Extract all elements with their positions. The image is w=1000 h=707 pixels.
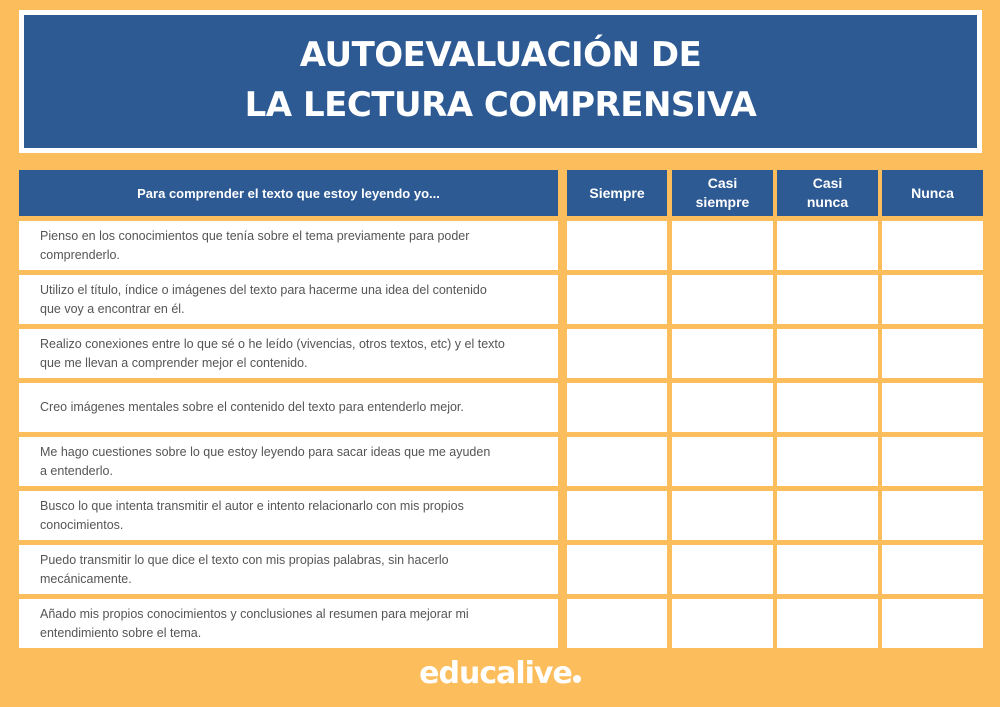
- answer-cell-nunca[interactable]: [882, 437, 983, 486]
- column-header-casi-siempre-line1: Casi: [707, 175, 738, 191]
- column-header-siempre-line1: Siempre: [589, 184, 645, 201]
- answer-cell-nunca[interactable]: [882, 275, 983, 324]
- question-line: conocimientos.: [40, 517, 124, 532]
- answer-cell-casi-nunca[interactable]: [777, 221, 878, 270]
- question-line: Puedo transmitir lo que dice el texto con mis propias palabras, sin hacerlo: [40, 552, 449, 567]
- answer-cell-nunca[interactable]: [882, 545, 983, 594]
- title-line-1: AUTOEVALUACIÓN DE: [299, 34, 702, 75]
- answer-cell-casi-siempre[interactable]: [672, 491, 773, 540]
- answer-cell-casi-siempre[interactable]: [672, 275, 773, 324]
- answer-cell-casi-nunca[interactable]: [777, 545, 878, 594]
- answer-cell-nunca[interactable]: [882, 491, 983, 540]
- question-line: Me hago cuestiones sobre lo que estoy leyendo para sacar ideas que me ayuden: [40, 444, 491, 459]
- logo-text: educalive: [419, 656, 572, 691]
- title-line-2: LA LECTURA COMPRENSIVA: [244, 84, 757, 125]
- question-line: que voy a encontrar en él.: [40, 301, 185, 316]
- column-header-casi-nunca-line1: Casi: [812, 175, 843, 191]
- answer-cell-nunca[interactable]: [882, 383, 983, 432]
- question-line: mecánicamente.: [40, 571, 132, 586]
- column-header-casi-siempre: [672, 170, 773, 216]
- header-prompt: [19, 170, 558, 216]
- question-line: Realizo conexiones entre lo que sé o he leído (vivencias, otros textos, etc) y el texto: [40, 336, 505, 351]
- answer-cell-siempre[interactable]: [567, 599, 667, 648]
- answer-cell-siempre[interactable]: [567, 275, 667, 324]
- title-banner: [19, 10, 982, 153]
- answer-cell-casi-nunca[interactable]: [777, 491, 878, 540]
- answer-cell-siempre[interactable]: [567, 329, 667, 378]
- answer-cell-siempre[interactable]: [567, 545, 667, 594]
- table-row-question: [19, 599, 558, 648]
- answer-cell-casi-siempre[interactable]: [672, 221, 773, 270]
- answer-cell-casi-nunca[interactable]: [777, 275, 878, 324]
- logo-dot-icon: [573, 675, 581, 683]
- table-row-question: [19, 275, 558, 324]
- answer-cell-siempre[interactable]: [567, 383, 667, 432]
- answer-cell-nunca[interactable]: [882, 221, 983, 270]
- question-line: Busco lo que intenta transmitir el autor e intento relacionarlo con mis propios: [40, 498, 464, 513]
- column-header-siempre: [567, 170, 667, 216]
- question-line: Creo imágenes mentales sobre el contenido del texto para entenderlo mejor.: [40, 400, 464, 414]
- answer-cell-siempre[interactable]: [567, 437, 667, 486]
- answer-cell-casi-nunca[interactable]: [777, 383, 878, 432]
- column-header-casi-siempre-line2: siempre: [695, 194, 750, 210]
- answer-cell-casi-siempre[interactable]: [672, 329, 773, 378]
- header-prompt-text: Para comprender el texto que estoy leyendo yo...: [137, 185, 440, 201]
- answer-cell-nunca[interactable]: [882, 329, 983, 378]
- table-row-question: [19, 491, 558, 540]
- table-row-question: [19, 221, 558, 270]
- educalive-logo: [0, 656, 1000, 691]
- answer-cell-casi-nunca[interactable]: [777, 329, 878, 378]
- question-line: que me llevan a comprender mejor el contenido.: [40, 355, 308, 370]
- answer-cell-casi-nunca[interactable]: [777, 599, 878, 648]
- column-header-nunca: [882, 170, 983, 216]
- table-row-question: [19, 437, 558, 486]
- table-row-question: [19, 545, 558, 594]
- question-line: entendimiento sobre el tema.: [40, 625, 202, 640]
- column-header-casi-nunca-line2: nunca: [806, 194, 849, 210]
- table-row-question: [19, 329, 558, 378]
- question-line: Pienso en los conocimientos que tenía sobre el tema previamente para poder: [40, 228, 470, 243]
- answer-cell-siempre[interactable]: [567, 221, 667, 270]
- column-header-casi-nunca: [777, 170, 878, 216]
- answer-cell-casi-siempre[interactable]: [672, 599, 773, 648]
- question-line: Añado mis propios conocimientos y conclusiones al resumen para mejorar mi: [40, 606, 469, 621]
- table-row-question: [19, 383, 558, 432]
- question-line: Utilizo el título, índice o imágenes del texto para hacerme una idea del contenido: [40, 282, 487, 297]
- answer-cell-casi-siempre[interactable]: [672, 383, 773, 432]
- answer-cell-nunca[interactable]: [882, 599, 983, 648]
- answer-cell-siempre[interactable]: [567, 491, 667, 540]
- column-header-nunca-line1: Nunca: [911, 184, 954, 201]
- question-line: a entenderlo.: [40, 463, 113, 478]
- question-line: comprenderlo.: [40, 247, 120, 262]
- answer-cell-casi-nunca[interactable]: [777, 437, 878, 486]
- answer-cell-casi-siempre[interactable]: [672, 545, 773, 594]
- title-banner-inner: [24, 15, 977, 148]
- answer-cell-casi-siempre[interactable]: [672, 437, 773, 486]
